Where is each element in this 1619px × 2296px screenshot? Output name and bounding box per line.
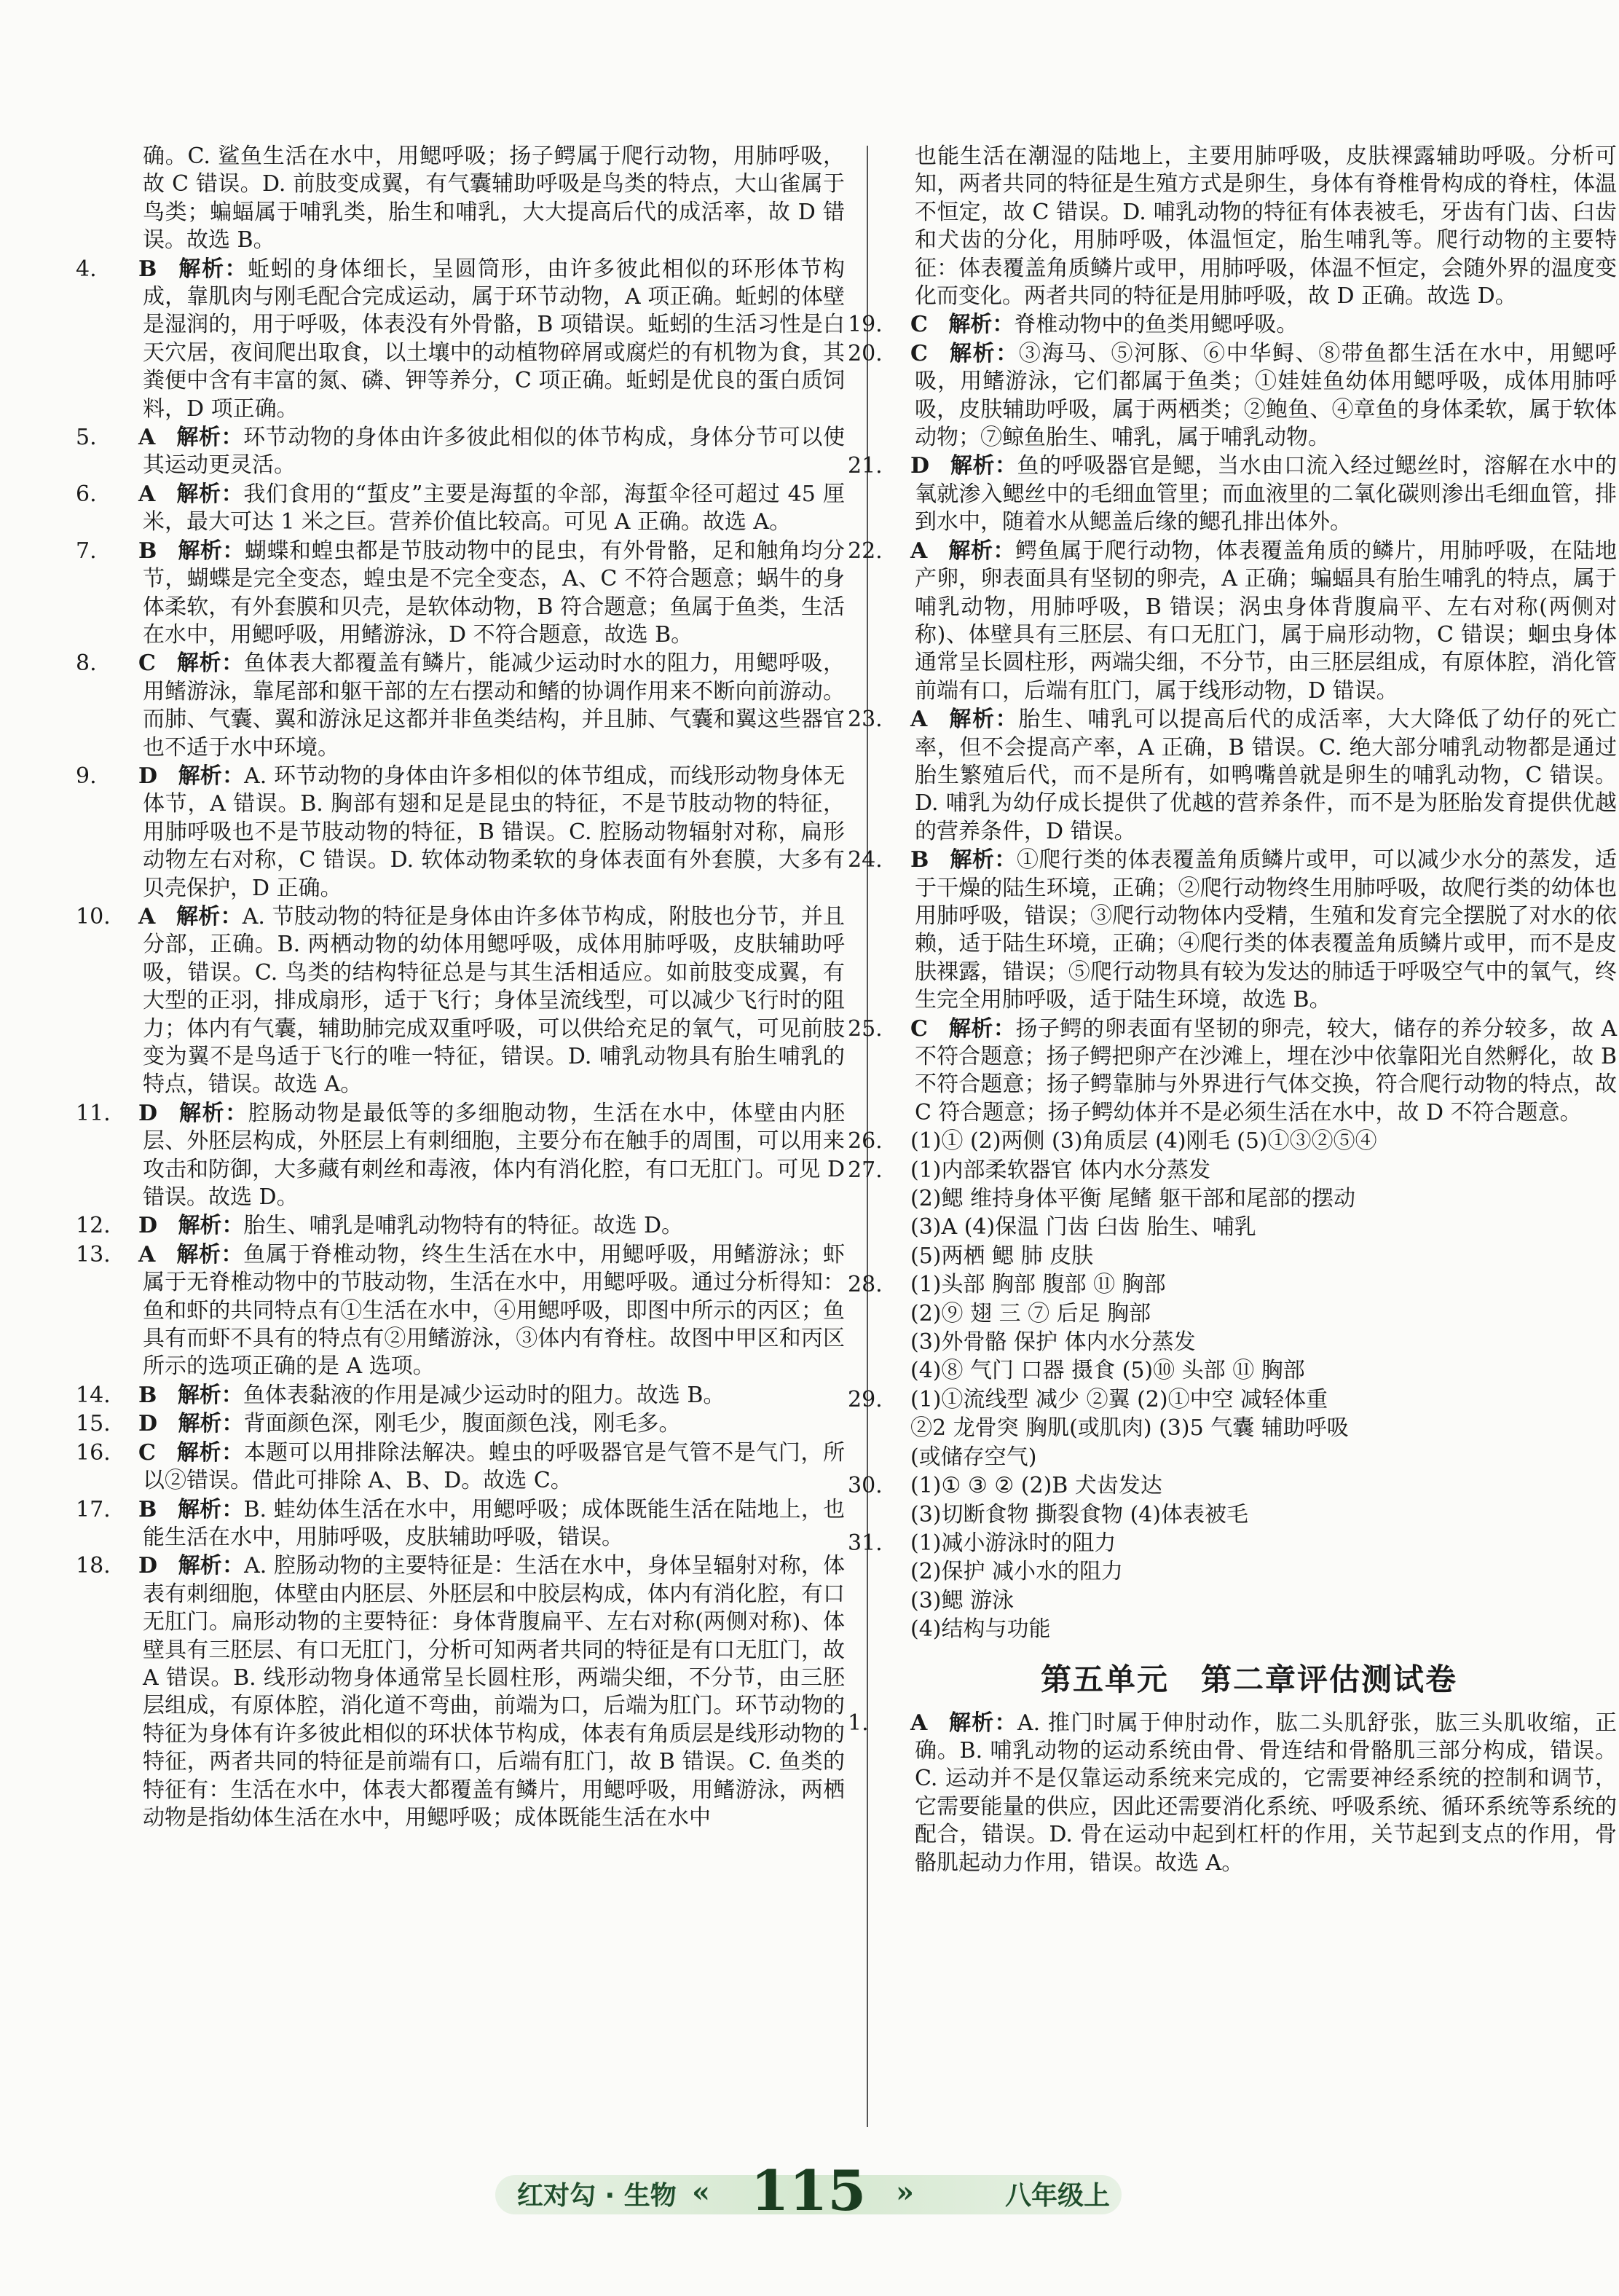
answer-entry [76, 538, 845, 650]
fill-answer-text: (1)① (2)两侧 (3)角质层 (4)刚毛 (5)①③②⑤④ [910, 1128, 1377, 1155]
section-entries [848, 1710, 1617, 1877]
explanation-text: 鱼的呼吸器官是鳃，当水由口流入经过鳃丝时，溶解在水中的氧就渗入鳃丝中的毛细血管里；而血液里的二氧化碳则渗出毛细血管，排到水中，随着水从鳃盖后缘的鳃孔排出体外。 [915, 453, 1618, 535]
answer-letter: B [138, 1382, 165, 1408]
question-number: 25. [848, 1015, 883, 1042]
answer-entry [76, 256, 846, 423]
answer-letter: D [138, 763, 165, 789]
explanation-text: A. 腔肠动物的主要特征是：生活在水中，身体呈辐射对称，体表有刺细胞，体壁由内胚层、外胚层和中胶层构成，体内有消化腔，有口无肛门。扁形动物的主要特征：身体背腹扁平、左右对称(两侧对称)、体壁具有三胚层、有口无肛门，分析可知两者共同的特征是有口无肛门，故 A 错误。B. 线形动物身体通常呈长圆柱形，两端尖细，不分节，由三胚层组成，有原体腔，消化道不弯曲，前端为口，后端为肛门。环节动物的特征为身体有许多彼此相似的环状体节构成，体表有角质层是线形动物的特征，两者共同的特征是前端有口，后端有肛门，故 B 错误。C. 鱼类的特征有：生活在水中，体表大都覆盖有鳞片，用鳃呼吸，用鳍游泳，两栖动物是指幼体生活在水中，用鳃呼吸；成体既能生活在水中 [143, 1553, 845, 1831]
right-column [848, 143, 1618, 1878]
answer-entry [848, 538, 1618, 705]
answer-entry [881, 143, 1617, 310]
fill-answer-line [881, 1558, 1617, 1586]
question-number: 28. [848, 1272, 883, 1298]
explanation-text: 我们食用的“蜇皮”主要是海蜇的伞部，海蜇伞径可超过 45 厘米，最大可达 1 米之巨。营养价值比较高。可见 A 正确。故选 A。 [143, 481, 845, 535]
answer-entry [109, 143, 845, 255]
explanation-text: 胎生、哺乳可以提高后代的成活率，大大降低了幼仔的死亡率，但不会提高产率，A 正确，B 错误。C. 绝大部分哺乳动物都是通过胎生繁殖后代，而不是所有，如鸭嘴兽就是卵生的哺乳动物，C 错误。D. 哺乳为幼仔成长提供了优越的营养条件，而不是为胚胎发育提供优越的营养条件，D 错误。 [915, 707, 1617, 844]
fill-answer-text: (3)切断食物 撕裂食物 (4)体表被毛 [910, 1501, 1249, 1528]
fill-answers [848, 1128, 1617, 1643]
question-number: 17. [76, 1496, 111, 1522]
answer-entry [848, 706, 1617, 846]
explanation-text: A. 推门时属于伸肘动作，肱二头肌舒张，肱三头肌收缩，正确。B. 哺乳动物的运动系统由骨、骨连结和骨骼肌三部分构成，错误。C. 运动并不是仅靠运动系统来完成的，它需要神经系统的控制和调节，它需要能量的供应，因此还需要消化系统、呼吸系统、循环系统等系统的配合，错误。D. 骨在运动中起到杠杆的作用，关节起到支点的作用，骨骼肌起动力作用，错误。故选 A。 [915, 1710, 1617, 1876]
answer-entry [76, 1410, 845, 1438]
jiexi-label: 解析： [950, 847, 1017, 873]
answer-letter: A [138, 903, 163, 929]
footer-book-title: 红对勾 · 生物 [517, 2181, 677, 2211]
jiexi-label: 解析： [176, 903, 243, 929]
answer-letter: D [910, 453, 937, 479]
section-title: 第五单元 第二章评估测试卷 [1040, 1661, 1457, 1697]
question-number: 23. [848, 707, 883, 733]
answer-letter: C [138, 1439, 164, 1466]
explanation-text: ①爬行类的体表覆盖角质鳞片或甲，可以减少水分的蒸发，适于干燥的陆生环境，正确；②爬行动物终生用肺呼吸，故爬行类的幼体也用肺呼吸，错误；③爬行动物体内受精，生殖和发育完全摆脱了对水的依赖，适于陆生环境，正确；④爬行类的体表覆盖角质鳞片或甲，而不是皮肤裸露，错误；⑤爬行动物具有较为发达的肺适于呼吸空气中的氧气，终生完全用肺呼吸，适于陆生环境，故选 B。 [915, 847, 1617, 1013]
fill-answer-line [881, 1329, 1617, 1356]
explanation-text: 鱼体表大都覆盖有鳞片，能减少运动时水的阻力，用鳃呼吸，用鳍游泳，靠尾部和躯干部的左右摆动和鳍的协调作用来不断向前游动。而肺、气囊、翼和游泳足这都并非鱼类结构，并且肺、气囊和翼这些器官也不适于水中环境。 [143, 650, 846, 760]
answer-entry [76, 481, 845, 537]
jiexi-label: 解析： [177, 1382, 243, 1408]
fill-answer-text: (3)A (4)保温 门齿 臼齿 胎生、哺乳 [910, 1214, 1256, 1241]
fill-answer-line [848, 1530, 1617, 1557]
answer-entry [848, 1710, 1617, 1877]
answer-entry [76, 1439, 846, 1495]
question-number: 11. [76, 1100, 111, 1126]
fill-answer-text: (3)鳃 游泳 [910, 1587, 1015, 1613]
fill-answer-line [848, 1386, 1617, 1414]
answer-entry [76, 1552, 845, 1832]
question-number: 21. [848, 453, 883, 479]
answer-entry [848, 846, 1617, 1014]
jiexi-label: 解析： [176, 425, 244, 451]
jiexi-label: 解析： [948, 538, 1016, 564]
answer-entry [76, 1241, 846, 1381]
footer-chevron-left: « [692, 2175, 710, 2209]
jiexi-label: 解析： [949, 1710, 1017, 1736]
explanation-text: 蝴蝶和蝗虫都是节肢动物中的昆虫，有外骨骼，足和触角均分节，蝴蝶是完全变态，蝗虫是不完全变态，A、C 不符合题意；蜗牛的身体柔软，有外套膜和贝壳，是软体动物，B 符合题意；鱼属于鱼类，生活在水中，用鳃呼吸，用鳍游泳，D 不符合题意，故选 B。 [143, 538, 845, 648]
question-number: 19. [848, 312, 883, 338]
fill-answer-text: (5)两栖 鳃 肺 皮肤 [910, 1243, 1094, 1269]
explanation-text: 鱼属于脊椎动物，终生生活在水中，用鳃呼吸，用鳍游泳；虾属于无脊椎动物中的节肢动物，生活在水中，用鳃呼吸。通过分析得知：鱼和虾的共同特点有①生活在水中，④用鳃呼吸，即图中所示的丙区；鱼具有而虾不具有的特点有②用鳍游泳，③体内有脊柱。故图中甲区和丙区所示的选项正确的是 A 选项。 [143, 1241, 846, 1380]
answer-entry [76, 650, 846, 762]
answer-letter: A [910, 1710, 937, 1736]
footer-grade: 八年级上 [1005, 2181, 1111, 2211]
fill-answer-line [881, 1444, 1617, 1471]
answer-entry [848, 1015, 1617, 1128]
question-number: 8. [76, 650, 97, 677]
answer-letter: C [910, 1015, 936, 1042]
fill-answer-text: (4)⑧ 气门 口器 摄食 (5)⑩ 头部 ⑪ 胸部 [910, 1358, 1305, 1384]
jiexi-label: 解析： [178, 763, 245, 789]
question-number: 18. [76, 1553, 111, 1579]
fill-answer-line [881, 1214, 1617, 1241]
answer-letter: D [138, 1100, 167, 1126]
left-column [76, 143, 846, 1833]
jiexi-label: 解析： [176, 1241, 244, 1267]
fill-answer-line [881, 1415, 1617, 1442]
fill-answer-text: (2)⑨ 翅 三 ⑦ 后足 胸部 [910, 1300, 1151, 1326]
explanation-text: 腔肠动物是最低等的多细胞动物，生活在水中，体壁由内胚层、外胚层构成，外胚层上有刺细胞，主要分布在触手的周围，可以用来攻击和防御，大多藏有刺丝和毒液，体内有消化腔，有口无肛门。可见 D 错误。故选 D。 [143, 1100, 846, 1211]
answer-letter: C [910, 312, 936, 338]
question-number: 27. [848, 1157, 883, 1183]
explanation-text: 扬子鳄的卵表面有坚韧的卵壳，较大，储存的养分较多，故 A 不符合题意；扬子鳄把卵产在沙滩上，埋在沙中依靠阳光自然孵化，故 B 不符合题意；扬子鳄靠肺与外界进行气体交换，符合爬行动物的特点，故 C 符合题意；扬子鳄幼体并不是必须生活在水中，故 D 不符合题意。 [915, 1015, 1617, 1125]
answer-letter: A [138, 1241, 164, 1267]
question-number: 1. [848, 1710, 869, 1736]
footer [0, 2153, 1619, 2233]
answer-letter: C [138, 650, 164, 677]
question-number: 24. [848, 847, 883, 873]
page-number: 115 [750, 2158, 867, 2223]
question-number: 7. [76, 538, 97, 564]
fill-answer-line [848, 1157, 1617, 1184]
jiexi-label: 解析： [177, 1496, 244, 1522]
explanation-text: 胎生、哺乳是哺乳动物特有的特征。故选 D。 [243, 1213, 684, 1239]
jiexi-label: 解析： [948, 1015, 1016, 1042]
question-number: 16. [76, 1439, 111, 1466]
jiexi-label: 解析： [176, 1439, 244, 1466]
answer-entry [76, 1100, 846, 1212]
answer-entry [848, 452, 1618, 536]
fill-answer-text: (1)头部 胸部 腹部 ⑪ 胸部 [910, 1272, 1166, 1298]
jiexi-label: 解析： [178, 1213, 244, 1239]
footer-chevron-right: » [896, 2175, 914, 2209]
answer-entry [848, 311, 1617, 339]
answer-letter: B [138, 256, 166, 282]
answer-entry [76, 1212, 845, 1240]
fill-answer-line [881, 1357, 1617, 1385]
fill-answer-text: (1)① ③ ② (2)B 犬齿发达 [910, 1473, 1162, 1499]
fill-answer-line [881, 1501, 1617, 1529]
question-number: 6. [76, 481, 97, 507]
answer-letter: A [138, 481, 164, 507]
jiexi-label: 解析： [176, 481, 244, 507]
fill-answer-line [881, 1300, 1617, 1328]
right-entries [848, 143, 1618, 1127]
fill-answer-text: (2)鳃 维持身体平衡 尾鳍 躯干部和尾部的摆动 [910, 1186, 1356, 1212]
explanation-text: 蚯蚓的身体细长，呈圆筒形，由许多彼此相似的环形体节构成，靠肌肉与刚毛配合完成运动，属于环节动物，A 项正确。蚯蚓的体壁是湿润的，用于呼吸，体表没有外骨骼，B 项错误。蚯蚓的生活习性是白天穴居，夜间爬出取食，以土壤中的动植物碎屑或腐烂的有机物为食，其粪便中含有丰富的氮、磷、钾等养分，C 项正确。蚯蚓是优良的蛋白质饲料，D 项正确。 [143, 256, 846, 422]
answer-entry [76, 424, 846, 480]
question-number: 30. [848, 1473, 883, 1499]
answer-letter: D [138, 1213, 165, 1239]
question-number: 22. [848, 538, 883, 564]
fill-answer-text: (2)保护 减小水的阻力 [910, 1559, 1124, 1585]
answer-letter: B [138, 1496, 165, 1522]
explanation-text: 脊椎动物中的鱼类用鳃呼吸。 [1014, 312, 1299, 338]
question-number: 4. [76, 256, 97, 282]
question-number: 10. [76, 903, 111, 929]
question-number: 5. [76, 425, 97, 451]
fill-answer-text: (1)减小游泳时的阻力 [910, 1530, 1116, 1556]
jiexi-label: 解析： [949, 707, 1019, 733]
fill-answer-line [848, 1472, 1617, 1500]
answer-letter: B [138, 538, 165, 564]
answer-letter: C [910, 340, 937, 366]
answer-letter: B [910, 847, 937, 873]
answer-entry [76, 1496, 846, 1552]
question-number: 12. [76, 1213, 111, 1239]
answer-letter: A [138, 425, 164, 451]
explanation-text: 也能生活在潮湿的陆地上，主要用肺呼吸，皮肤裸露辅助呼吸。分析可知，两者共同的特征是生殖方式是卵生，身体有脊椎骨构成的脊柱，体温不恒定，故 C 错误。D. 哺乳动物的特征有体表被毛，牙齿有门齿、臼齿和犬齿的分化，用肺呼吸，体温恒定，胎生哺乳等。爬行动物的主要特征：体表覆盖角质鳞片或甲，用肺呼吸，体温不恒定，会随外界的温度变化而变化。两者共同的特征是用肺呼吸，故 D 正确。故选 D。 [915, 144, 1617, 310]
question-number: 26. [848, 1128, 883, 1155]
jiexi-label: 解析： [948, 312, 1015, 338]
question-number: 29. [848, 1386, 883, 1412]
answer-entry [76, 763, 845, 903]
fill-answer-text: (或储存空气) [910, 1444, 1037, 1470]
fill-answer-text: (1)①流线型 减少 ②翼 (2)①中空 减轻体重 [910, 1386, 1328, 1412]
question-number: 20. [848, 340, 883, 366]
fill-answer-line [881, 1616, 1617, 1643]
answer-letter: D [138, 1553, 165, 1579]
answer-letter: A [910, 538, 936, 564]
explanation-text: 鳄鱼属于爬行动物，体表覆盖角质的鳞片，用肺呼吸，在陆地产卵，卵表面具有坚韧的卵壳，A 正确；蝙蝠具有胎生哺乳的特点，属于哺乳动物，用肺呼吸，B 错误；涡虫身体背腹扁平、左右对称(两侧对称)、体壁具有三胚层、有口无肛门，属于扁形动物，C 错误；蛔虫身体通常呈长圆柱形，两端尖细，不分节，由三胚层组成，有原体腔，消化管前端有口，后端有肛门，属于线形动物，D 错误。 [915, 538, 1618, 704]
fill-answer-line [881, 1243, 1617, 1270]
jiexi-label: 解析： [178, 1411, 244, 1437]
explanation-text: 背面颜色深，刚毛少，腹面颜色浅，刚毛多。 [243, 1411, 681, 1437]
fill-answer-line [881, 1185, 1617, 1213]
jiexi-label: 解析： [949, 340, 1019, 366]
jiexi-label: 解析： [179, 1100, 248, 1126]
answer-entry [848, 340, 1618, 452]
question-number: 14. [76, 1382, 111, 1408]
fill-answer-text: (3)外骨骼 保护 体内水分蒸发 [910, 1329, 1196, 1356]
question-number: 31. [848, 1530, 883, 1556]
answer-entry [76, 903, 845, 1099]
explanation-text: 鱼体表黏液的作用是减少运动时的阻力。故选 B。 [243, 1382, 725, 1408]
question-number: 13. [76, 1241, 111, 1267]
fill-answer-text: ②2 龙骨突 胸肌(或肌肉) (3)5 气囊 辅助呼吸 [910, 1415, 1349, 1442]
explanation-text: B. 蛙幼体生活在水中，用鳃呼吸；成体既能生活在陆地上，也能生活在水中，用肺呼吸，皮肤辅助呼吸，错误。 [143, 1496, 846, 1550]
answer-entry [76, 1382, 845, 1410]
explanation-text: 本题可以用排除法解决。蝗虫的呼吸器官是气管不是气门，所以②错误。借此可排除 A、B、D。故选 C。 [143, 1439, 846, 1494]
explanation-text: A. 节肢动物的特征是身体由许多体节构成，附肢也分节，并且分部，正确。B. 两栖动物的幼体用鳃呼吸，成体用肺呼吸，皮肤辅助呼吸，错误。C. 鸟类的结构特征总是与其生活相适应。如前肢变成翼，有大型的正羽，排成扇形，适于飞行；身体呈流线型，可以减少飞行时的阻力；体内有气囊，辅助肺完成双重呼吸，可以供给充足的氧气，可见前肢变为翼不是鸟适于飞行的唯一特征，错误。D. 哺乳动物具有胎生哺乳的特点，错误。故选 A。 [143, 903, 845, 1098]
explanation-text: 环节动物的身体由许多彼此相似的体节构成，身体分节可以使其运动更灵活。 [143, 425, 846, 479]
jiexi-label: 解析： [950, 453, 1017, 479]
question-number: 15. [76, 1411, 111, 1437]
explanation-text: ③海马、⑤河豚、⑥中华鲟、⑧带鱼都生活在水中，用鳃呼吸，用鳍游泳，它们都属于鱼类；①娃娃鱼幼体用鳃呼吸，成体用肺呼吸，皮肤辅助呼吸，属于两栖类；②鲍鱼、④章鱼的身体柔软，属于软体动物；⑦鲸鱼胎生、哺乳，属于哺乳动物。 [915, 340, 1618, 451]
jiexi-label: 解析： [176, 650, 244, 677]
answer-letter: A [910, 707, 937, 733]
jiexi-label: 解析： [178, 1553, 245, 1579]
jiexi-label: 解析： [178, 538, 245, 564]
explanation-text: A. 环节动物的身体由许多相似的体节组成，而线形动物身体无体节，A 错误。B. 胸部有翅和足是昆虫的特征，不是节肢动物的特征，用肺呼吸也不是节肢动物的特征，B 错误。C. 腔肠动物辐射对称，扁形动物左右对称，C 错误。D. 软体动物柔软的身体表面有外套膜，大多有贝壳保护，D 正确。 [143, 763, 845, 901]
fill-answer-text: (4)结构与功能 [910, 1616, 1051, 1643]
fill-answer-line [848, 1128, 1617, 1155]
fill-answer-line [881, 1587, 1617, 1615]
question-number: 9. [76, 763, 97, 789]
fill-answer-text: (1)内部柔软器官 体内水分蒸发 [910, 1157, 1211, 1183]
fill-answer-line [848, 1271, 1617, 1299]
explanation-text: 确。C. 鲨鱼生活在水中，用鳃呼吸；扬子鳄属于爬行动物，用肺呼吸，故 C 错误。D. 前肢变成翼，有气囊辅助呼吸是鸟类的特点，大山雀属于鸟类；蝙蝠属于哺乳类，胎生和哺乳，大大提高后代的成活率，故 D 错误。故选 B。 [143, 144, 845, 253]
answer-letter: D [138, 1411, 165, 1437]
jiexi-label: 解析： [178, 256, 248, 282]
